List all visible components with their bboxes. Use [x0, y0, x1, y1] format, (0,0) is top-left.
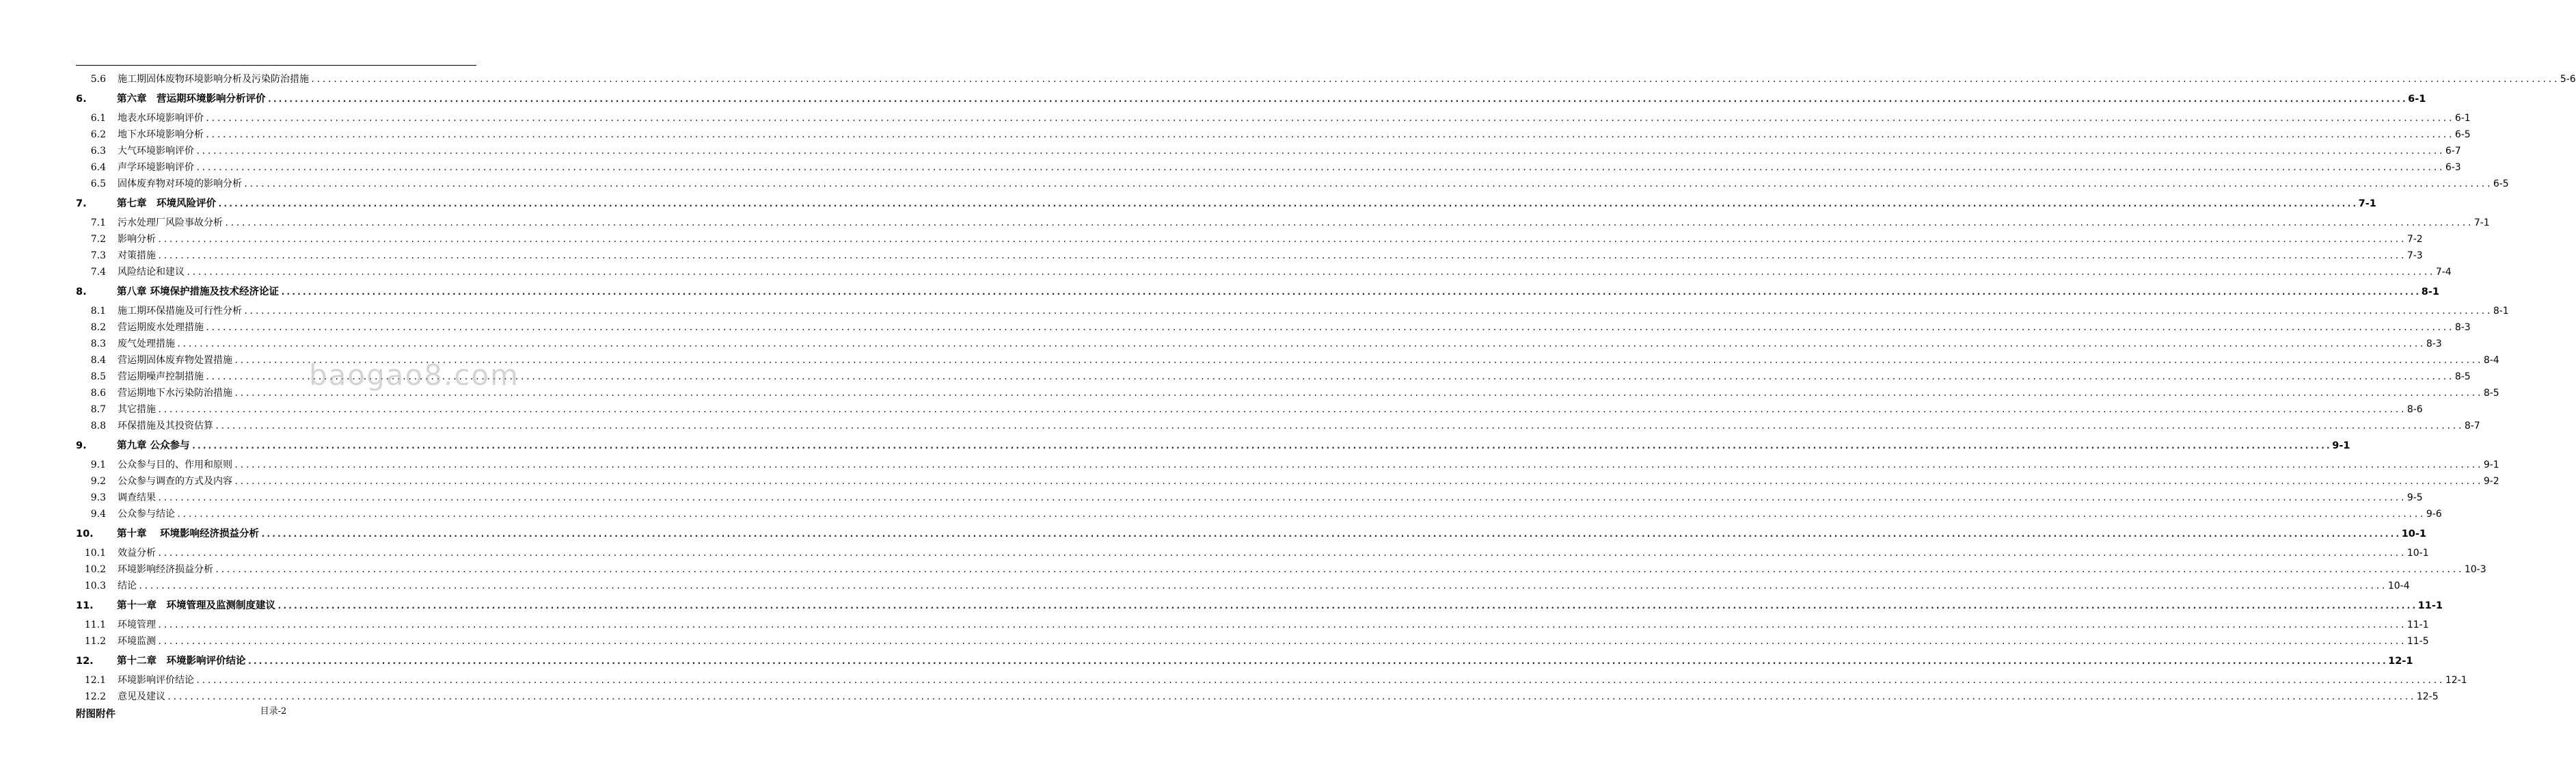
- toc-entry-page: 8-5: [2454, 371, 2471, 382]
- toc-entry-number: 10.: [76, 529, 94, 539]
- toc-entry-number: 8.: [76, 286, 87, 297]
- toc-leader-dots: ................................................................................................................................................................................................................................................................................................................................................................................................................: [157, 493, 2406, 503]
- toc-entry-number: 8.8: [90, 421, 106, 431]
- toc-leader-dots: ................................................................................................................................................................................................................................................................................................................................................................................................................: [205, 372, 2454, 382]
- toc-chapter-entry[interactable]: [76, 596, 2443, 616]
- toc-entry-title: 大气环境影响评价: [118, 146, 194, 157]
- toc-leader-dots: ................................................................................................................................................................................................................................................................................................................................................................................................................: [234, 388, 2482, 398]
- toc-section-entry[interactable]: [76, 401, 2423, 418]
- toc-entry-page: 7-1: [2473, 217, 2490, 228]
- toc-entry-page: 10-1: [2406, 548, 2429, 559]
- toc-leader-dots: ................................................................................................................................................................................................................................................................................................................................................................................................................: [138, 581, 2387, 591]
- toc-entry-page: 6-3: [2445, 162, 2461, 173]
- toc-leader-dots: ................................................................................................................................................................................................................................................................................................................................................................................................................: [267, 94, 2407, 105]
- toc-entry-number: 8.4: [90, 355, 106, 366]
- toc-entry-number: 6.2: [90, 129, 106, 140]
- toc-entry-title: 调查结果: [118, 492, 156, 503]
- toc-entry-title: 污水处理厂风险事故分析: [118, 217, 223, 228]
- toc-entry-number: 7.1: [90, 217, 106, 228]
- toc-entry-number: 6.: [76, 94, 87, 105]
- toc-entry-page: 10-3: [2464, 564, 2486, 575]
- toc-entry-number: 8.1: [90, 306, 106, 317]
- toc-entry-page: 8-3: [2426, 338, 2442, 349]
- toc-entry-number: 6.3: [90, 146, 106, 157]
- toc-entry-page: 12-5: [2416, 691, 2439, 702]
- toc-section-entry[interactable]: [76, 545, 2429, 561]
- toc-section-entry[interactable]: [76, 264, 2452, 280]
- toc-section-entry[interactable]: [76, 143, 2461, 159]
- toc-entry-title: 对策措施: [118, 250, 156, 261]
- toc-section-entry[interactable]: [76, 159, 2461, 176]
- toc-leader-dots: ................................................................................................................................................................................................................................................................................................................................................................................................................: [195, 676, 2444, 685]
- toc-entry-page: 11-1: [2406, 619, 2429, 630]
- toc-entry-number: 9.: [76, 440, 87, 451]
- toc-entry-number: 8.3: [90, 338, 106, 349]
- toc-entry-title: 声学环境影响评价: [118, 162, 194, 173]
- toc-leader-dots: ................................................................................................................................................................................................................................................................................................................................................................................................................: [243, 306, 2492, 316]
- toc-leader-dots: ................................................................................................................................................................................................................................................................................................................................................................................................................: [157, 405, 2406, 414]
- toc-entry-page: 12-1: [2445, 675, 2467, 686]
- toc-entry-page: 7-4: [2435, 267, 2452, 278]
- toc-chapter-entry[interactable]: [76, 436, 2350, 456]
- toc-entry-title: 效益分析: [118, 548, 156, 559]
- toc-chapter-entry[interactable]: [76, 524, 2427, 544]
- toc-entry-title: 营运期废水处理措施: [118, 322, 204, 333]
- toc-entry-number: 8.7: [90, 404, 106, 415]
- header-rule: [76, 65, 476, 66]
- toc-entry-number: 7.4: [90, 267, 106, 278]
- table-of-contents: [76, 71, 2576, 723]
- toc-entry-title: 环境监测: [118, 636, 156, 647]
- toc-entry-title: 废气处理措施: [118, 338, 175, 349]
- toc-entry-title: 第六章 营运期环境影响分析评价: [117, 94, 266, 105]
- toc-entry-number: 10.1: [84, 548, 106, 559]
- toc-entry-number: 11.: [76, 600, 94, 611]
- toc-entry-number: 8.6: [90, 388, 106, 399]
- toc-entry-title: 意见及建议: [118, 691, 165, 702]
- toc-leader-dots: ................................................................................................................................................................................................................................................................................................................................................................................................................: [234, 356, 2482, 365]
- toc-section-entry[interactable]: [76, 248, 2423, 264]
- toc-leader-dots: ................................................................................................................................................................................................................................................................................................................................................................................................................: [205, 130, 2454, 139]
- appendix-heading[interactable]: 附图附件: [76, 709, 116, 720]
- toc-leader-dots: ................................................................................................................................................................................................................................................................................................................................................................................................................: [217, 199, 2357, 209]
- toc-entry-number: 8.5: [90, 371, 106, 382]
- toc-entry-page: 8-1: [2493, 306, 2509, 317]
- toc-entry-page: 6-1: [2454, 113, 2471, 124]
- toc-section-entry[interactable]: [76, 71, 2576, 88]
- toc-leader-dots: ................................................................................................................................................................................................................................................................................................................................................................................................................: [234, 477, 2482, 486]
- toc-entry-page: 9-1: [2332, 440, 2350, 451]
- toc-section-entry[interactable]: [76, 672, 2467, 689]
- toc-leader-dots: ................................................................................................................................................................................................................................................................................................................................................................................................................: [176, 339, 2425, 349]
- toc-leader-dots: ................................................................................................................................................................................................................................................................................................................................................................................................................: [191, 441, 2331, 451]
- toc-section-entry[interactable]: [76, 457, 2499, 473]
- toc-entry-title: 施工期固体废物环境影响分析及污染防治措施: [118, 74, 309, 85]
- toc-chapter-entry[interactable]: [76, 282, 2439, 302]
- toc-entry-number: 12.2: [84, 691, 106, 702]
- toc-entry-title: 第九章 公众参与: [117, 440, 190, 451]
- toc-entry-title: 公众参与结论: [118, 509, 175, 520]
- toc-entry-title: 风险结论和建议: [118, 267, 185, 278]
- toc-leader-dots: ................................................................................................................................................................................................................................................................................................................................................................................................................: [215, 421, 2463, 431]
- toc-entry-number: 9.4: [90, 509, 106, 520]
- toc-section-entry[interactable]: [76, 352, 2499, 369]
- toc-section-entry[interactable]: [76, 110, 2471, 126]
- toc-entry-number: 8.2: [90, 322, 106, 333]
- toc-entry-number: 10.2: [84, 564, 106, 575]
- toc-entry-page: 12-1: [2388, 656, 2413, 667]
- toc-entry-page: 7-3: [2406, 250, 2423, 261]
- toc-entry-title: 环境影响经济损益分析: [118, 564, 213, 575]
- toc-entry-title: 营运期噪声控制措施: [118, 371, 204, 382]
- toc-entry-title: 营运期地下水污染防治措施: [118, 388, 232, 399]
- toc-section-entry[interactable]: [76, 561, 2486, 578]
- toc-section-entry[interactable]: [76, 231, 2423, 248]
- toc-entry-number: 5.6: [90, 74, 106, 85]
- toc-entry-page: 8-4: [2483, 355, 2499, 366]
- toc-leader-dots: ................................................................................................................................................................................................................................................................................................................................................................................................................: [224, 218, 2473, 228]
- toc-entry-number: 9.1: [90, 459, 106, 470]
- toc-entry-title: 施工期环保措施及可行性分析: [118, 306, 242, 317]
- toc-entry-page: 6-5: [2493, 178, 2509, 189]
- toc-entry-number: 7.2: [90, 234, 106, 245]
- toc-entry-title: 环境影响评价结论: [118, 675, 194, 686]
- toc-entry-page: 11-5: [2406, 636, 2429, 647]
- toc-leader-dots: ................................................................................................................................................................................................................................................................................................................................................................................................................: [310, 75, 2559, 84]
- toc-section-entry[interactable]: [76, 126, 2471, 143]
- toc-section-entry[interactable]: [76, 418, 2480, 434]
- toc-entry-title: 固体废弃物对环境的影响分析: [118, 178, 242, 189]
- toc-entry-title: 第十一章 环境管理及监测制度建议: [117, 600, 275, 611]
- toc-entry-title: 地下水环境影响分析: [118, 129, 204, 140]
- toc-leader-dots: ................................................................................................................................................................................................................................................................................................................................................................................................................: [186, 267, 2435, 277]
- toc-leader-dots: ................................................................................................................................................................................................................................................................................................................................................................................................................: [157, 637, 2406, 646]
- toc-section-entry[interactable]: [76, 336, 2442, 352]
- toc-entry-number: 11.2: [84, 636, 106, 647]
- toc-section-entry[interactable]: [76, 578, 2410, 594]
- toc-leader-dots: ................................................................................................................................................................................................................................................................................................................................................................................................................: [205, 323, 2454, 332]
- toc-entry-number: 12.: [76, 656, 94, 667]
- toc-entry-title: 第七章 环境风险评价: [117, 198, 216, 209]
- toc-leader-dots: ................................................................................................................................................................................................................................................................................................................................................................................................................: [157, 548, 2406, 558]
- toc-leader-dots: ................................................................................................................................................................................................................................................................................................................................................................................................................: [215, 565, 2463, 574]
- toc-entry-title: 其它措施: [118, 404, 156, 415]
- toc-leader-dots: ................................................................................................................................................................................................................................................................................................................................................................................................................: [157, 235, 2406, 244]
- toc-entry-page: 8-3: [2454, 322, 2471, 333]
- toc-leader-dots: ................................................................................................................................................................................................................................................................................................................................................................................................................: [176, 509, 2425, 519]
- toc-entry-number: 11.1: [84, 619, 106, 630]
- toc-chapter-entry[interactable]: [76, 194, 2376, 214]
- toc-entry-page: 9-5: [2406, 492, 2423, 503]
- toc-section-entry[interactable]: [76, 689, 2439, 705]
- toc-entry-number: 9.2: [90, 476, 106, 487]
- toc-entry-number: 7.: [76, 198, 87, 209]
- page-footer: 目录-2: [260, 706, 287, 717]
- toc-entry-page: 5-6: [2560, 74, 2576, 85]
- toc-entry-page: 10-1: [2401, 529, 2427, 539]
- toc-leader-dots: ................................................................................................................................................................................................................................................................................................................................................................................................................: [280, 287, 2420, 297]
- toc-entry-page: 10-4: [2387, 580, 2410, 591]
- toc-entry-page: 6-1: [2408, 94, 2426, 105]
- toc-chapter-entry[interactable]: [76, 652, 2413, 671]
- toc-entry-page: 8-1: [2421, 286, 2439, 297]
- toc-section-entry[interactable]: [76, 303, 2509, 319]
- toc-entry-title: 第十章 环境影响经济损益分析: [117, 529, 260, 539]
- toc-leader-dots: ................................................................................................................................................................................................................................................................................................................................................................................................................: [247, 656, 2387, 667]
- toc-entry-number: 9.3: [90, 492, 106, 503]
- toc-leader-dots: ................................................................................................................................................................................................................................................................................................................................................................................................................: [277, 601, 2417, 611]
- toc-entry-page: 6-7: [2445, 146, 2461, 157]
- toc-section-entry[interactable]: [76, 473, 2499, 490]
- toc-entry-number: 10.3: [84, 580, 106, 591]
- toc-section-entry[interactable]: [76, 506, 2442, 522]
- toc-section-entry[interactable]: [76, 385, 2499, 401]
- toc-entry-page: 7-1: [2358, 198, 2376, 209]
- toc-leader-dots: ................................................................................................................................................................................................................................................................................................................................................................................................................: [260, 529, 2400, 539]
- toc-entry-number: 6.1: [90, 113, 106, 124]
- toc-entry-title: 公众参与调查的方式及内容: [118, 476, 232, 487]
- toc-entry-page: 7-2: [2406, 234, 2423, 245]
- toc-leader-dots: ................................................................................................................................................................................................................................................................................................................................................................................................................: [167, 692, 2415, 702]
- toc-entry-page: 8-6: [2406, 404, 2423, 415]
- toc-entry-title: 结论: [118, 580, 137, 591]
- toc-entry-title: 第八章 环境保护措施及技术经济论证: [117, 286, 280, 297]
- toc-section-entry[interactable]: [76, 319, 2471, 336]
- toc-leader-dots: ................................................................................................................................................................................................................................................................................................................................................................................................................: [243, 179, 2492, 189]
- toc-leader-dots: ................................................................................................................................................................................................................................................................................................................................................................................................................: [195, 163, 2444, 172]
- toc-entry-number: 12.1: [84, 675, 106, 686]
- toc-entry-page: 9-1: [2483, 459, 2499, 470]
- toc-leader-dots: ................................................................................................................................................................................................................................................................................................................................................................................................................: [157, 620, 2406, 630]
- toc-entry-number: 6.4: [90, 162, 106, 173]
- toc-entry-page: 9-2: [2483, 476, 2499, 487]
- toc-leader-dots: ................................................................................................................................................................................................................................................................................................................................................................................................................: [195, 146, 2444, 156]
- toc-entry-page: 8-5: [2483, 388, 2499, 399]
- toc-section-entry[interactable]: [76, 176, 2509, 192]
- toc-entry-title: 营运期固体废弃物处置措施: [118, 355, 232, 366]
- toc-chapter-entry[interactable]: [76, 90, 2426, 109]
- toc-entry-number: 6.5: [90, 178, 106, 189]
- toc-leader-dots: ................................................................................................................................................................................................................................................................................................................................................................................................................: [234, 460, 2482, 470]
- toc-entry-title: 地表水环境影响评价: [118, 113, 204, 124]
- toc-entry-title: 公众参与目的、作用和原则: [118, 459, 232, 470]
- toc-leader-dots: ................................................................................................................................................................................................................................................................................................................................................................................................................: [205, 114, 2454, 123]
- toc-section-entry[interactable]: [76, 215, 2490, 231]
- watermark: baogao8.com: [309, 358, 519, 392]
- toc-entry-title: 第十二章 环境影响评价结论: [117, 656, 246, 667]
- toc-leader-dots: ................................................................................................................................................................................................................................................................................................................................................................................................................: [157, 251, 2406, 261]
- toc-section-entry[interactable]: [76, 369, 2471, 385]
- toc-entry-title: 环境管理: [118, 619, 156, 630]
- toc-section-entry[interactable]: [76, 633, 2429, 650]
- toc-entry-number: 7.3: [90, 250, 106, 261]
- toc-entry-title: 环保措施及其投资估算: [118, 421, 213, 431]
- toc-section-entry[interactable]: [76, 490, 2423, 506]
- toc-entry-page: 11-1: [2417, 600, 2443, 611]
- toc-entry-page: 9-6: [2426, 509, 2442, 520]
- toc-entry-page: 8-7: [2464, 421, 2480, 431]
- toc-section-entry[interactable]: [76, 617, 2429, 633]
- toc-entry-page: 6-5: [2454, 129, 2471, 140]
- toc-entry-title: 影响分析: [118, 234, 156, 245]
